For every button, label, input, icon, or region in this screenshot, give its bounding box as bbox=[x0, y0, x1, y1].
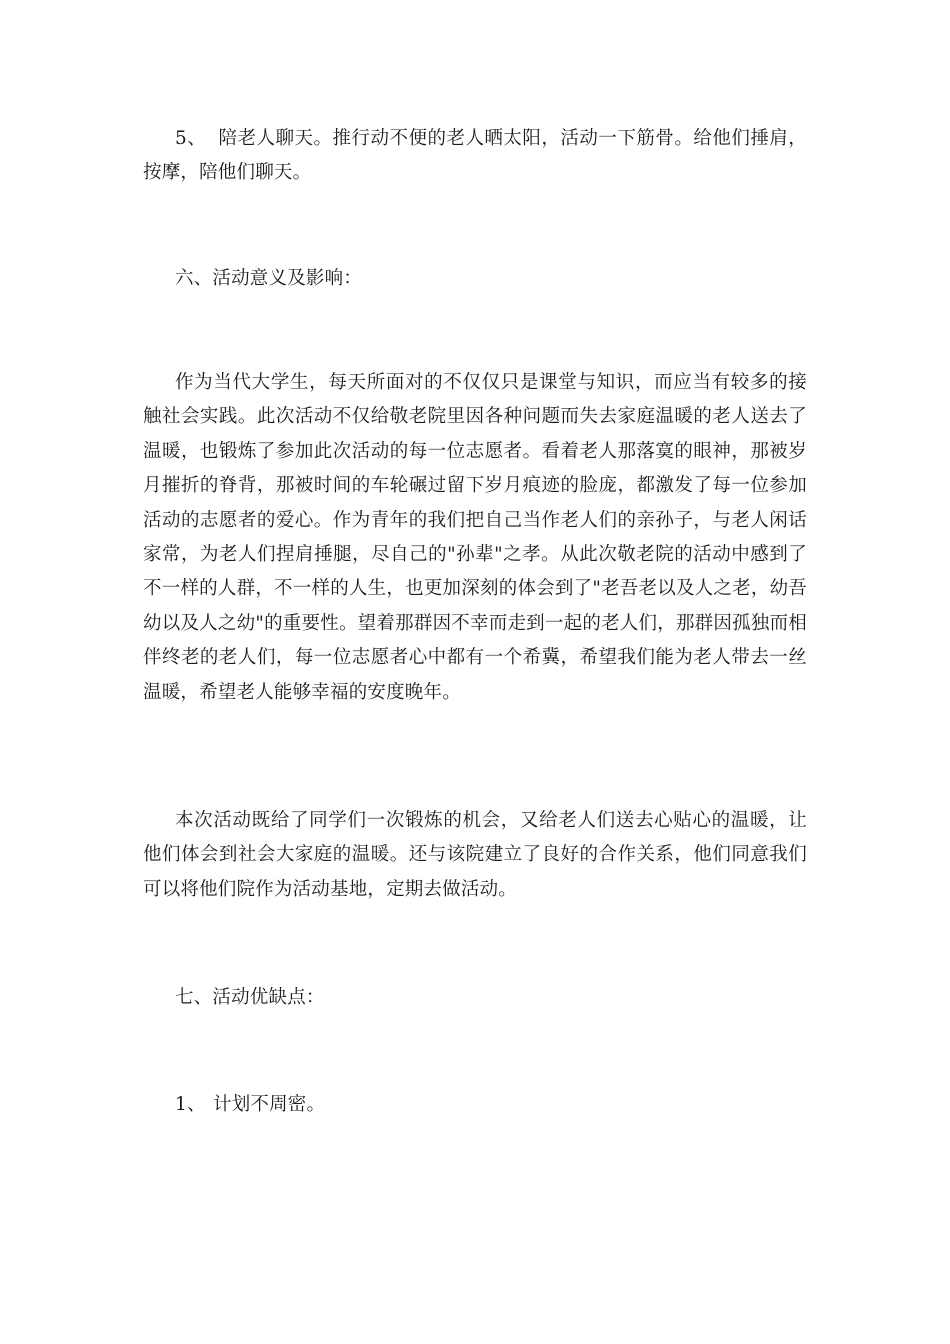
list-item-text: 计划不周密。 bbox=[213, 1094, 326, 1115]
section-heading-6: 六、活动意义及影响： bbox=[175, 268, 363, 289]
list-item-5 bbox=[143, 122, 807, 191]
list-item-1 bbox=[175, 1088, 325, 1122]
section-heading-7: 七、活动优缺点： bbox=[175, 987, 325, 1008]
list-item-text: 陪老人聊天。推行动不便的老人晒太阳，活动一下筋骨。给他们捶肩，按摩，陪他们聊天。 bbox=[143, 128, 808, 184]
list-item-number: 1、 bbox=[175, 1094, 206, 1115]
paragraph-outcome: 本次活动既给了同学们一次锻炼的机会，又给老人们送去心贴心的温暖，让他们体会到社会大家庭的温暖。还与该院建立了良好的合作关系，他们同意我们可以将他们院作为活动基地，定期去做活动。 bbox=[143, 810, 807, 900]
paragraph-significance: 作为当代大学生，每天所面对的不仅仅只是课堂与知识，而应当有较多的接触社会实践。此次活动不仅给敬老院里因各种问题而失去家庭温暖的老人送去了温暖，也锻炼了参加此次活动的每一位志愿者。看着老人那落寞的眼神，那被岁月摧折的脊背，那被时间的车轮碾过留下岁月痕迹的脸庞，都激发了每一位参加活动的志愿者的爱心。作为青年的我们把自己当作老人们的亲孙子，与老人闲话家常，为老人们捏肩捶腿，尽自己的"孙辈"之孝。从此次敬老院的活动中感到了不一样的人群，不一样的人生，也更加深刻的体会到了"老吾老以及人之老，幼吾幼以及人之幼"的重要性。望着那群因不幸而走到一起的老人们，那群因孤独而相伴终老的老人们，每一位志愿者心中都有一个希冀，希望我们能为老人带去一丝温暖，希望老人能够幸福的安度晚年。 bbox=[143, 372, 807, 703]
list-item-number: 5、 bbox=[175, 128, 207, 149]
